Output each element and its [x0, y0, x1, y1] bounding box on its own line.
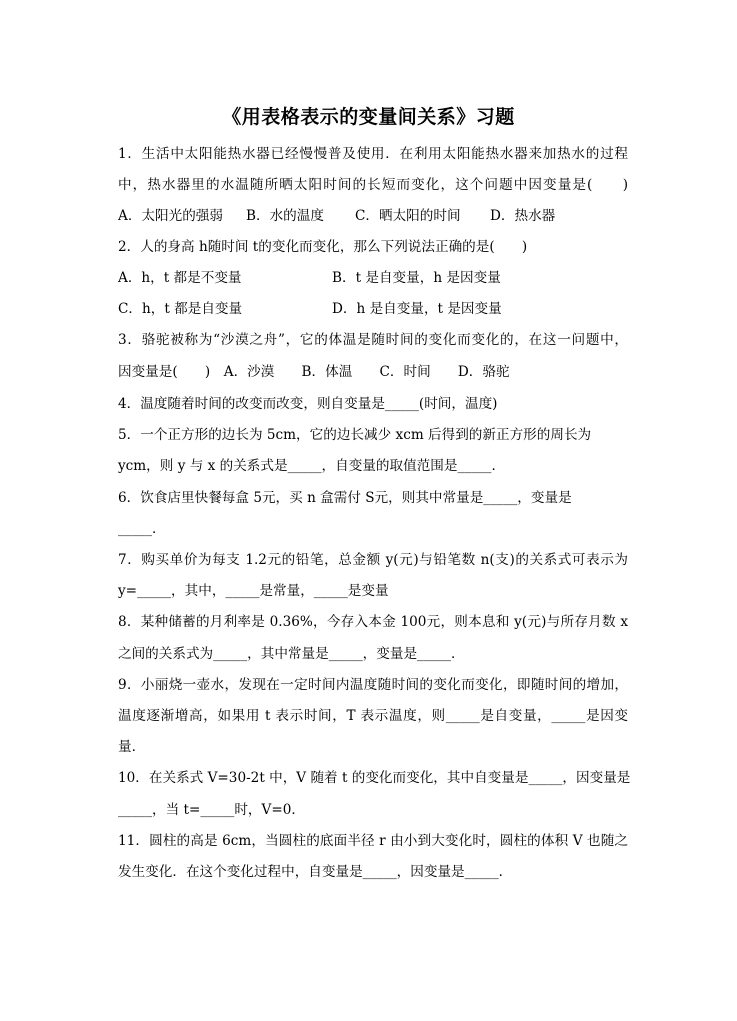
q1-option-b: B．水的温度	[246, 208, 324, 224]
page-title: 《用表格表示的变量间关系》习题	[222, 106, 515, 128]
q3-line-1: 3．骆驼被称为“沙漠之舟”，它的体温是随时间的变化而变化的，在这一问题中，	[118, 332, 628, 348]
q10-line-2: _____，当 t=_____时，V=0．	[118, 802, 305, 818]
q10-line-1: 10．在关系式 V=30-2t 中，V 随着 t 的变化而变化，其中自变量是_____，因变量是	[118, 770, 631, 786]
q7-line-1: 7．购买单价为每支 1.2元的铅笔，总金额 y(元)与铅笔数 n(支)的关系式可表示为	[118, 552, 628, 568]
q9-line-3: 量．	[118, 739, 146, 755]
q7-line-2: y=_____，其中，_____是常量，_____是变量	[118, 583, 389, 599]
q2-line-1: 2．人的身高 h随时间 t的变化而变化，那么下列说法正确的是( )	[118, 239, 528, 255]
q11-line-1: 11．圆柱的高是 6cm，当圆柱的底面半径 r 由小到大变化时，圆柱的体积 V 也随之	[118, 833, 628, 849]
q11-line-2: 发生变化．在这个变化过程中，自变量是_____，因变量是_____．	[118, 864, 513, 880]
q6-line-1: 6．饮食店里快餐每盒 5元，买 n 盒需付 S元，则其中常量是_____，变量是	[118, 490, 572, 506]
q1-option-d: D．热水器	[490, 208, 556, 224]
q4-line-1: 4．温度随着时间的改变而改变，则自变量是_____(时间，温度)	[118, 396, 498, 412]
q1-line-1: 1．生活中太阳能热水器已经慢慢普及使用．在利用太阳能热水器来加热水的过程	[118, 146, 628, 162]
q9-line-2: 温度逐渐增高，如果用 t 表示时间，T 表示温度，则_____是自变量，_____是因变	[118, 708, 628, 724]
q9-line-1: 9．小丽烧一壶水，发现在一定时间内温度随时间的变化而变化，即随时间的增加，	[118, 677, 628, 693]
q1-option-c: C．晒太阳的时间	[355, 208, 461, 224]
q5-line-1: 5．一个正方形的边长为 5cm，它的边长减少 xcm 后得到的新正方形的周长为	[118, 427, 592, 443]
q2-option-a: A．h，t 都是不变量	[118, 270, 242, 286]
q3-line-2: 因变量是( ) A．沙漠 B．体温 C．时间 D．骆驼	[118, 364, 510, 380]
q8-line-2: 之间的关系式为_____，其中常量是_____，变量是_____．	[118, 646, 465, 662]
q2-option-d: D．h 是自变量，t 是因变量	[332, 301, 502, 317]
q6-line-2: _____．	[118, 521, 166, 537]
q2-option-c: C．h，t 都是自变量	[118, 301, 243, 317]
q1-option-a: A．太阳光的强弱	[118, 208, 223, 224]
q2-option-b: B．t 是自变量，h 是因变量	[332, 270, 501, 286]
q8-line-1: 8．某种储蓄的月利率是 0.36%，今存入本金 100元，则本息和 y(元)与所存月数 x	[118, 614, 628, 630]
q1-line-2: 中，热水器里的水温随所晒太阳时间的长短而变化，这个问题中因变量是( )	[118, 177, 628, 193]
q5-line-2: ycm，则 y 与 x 的关系式是_____，自变量的取值范围是_____．	[118, 458, 506, 474]
